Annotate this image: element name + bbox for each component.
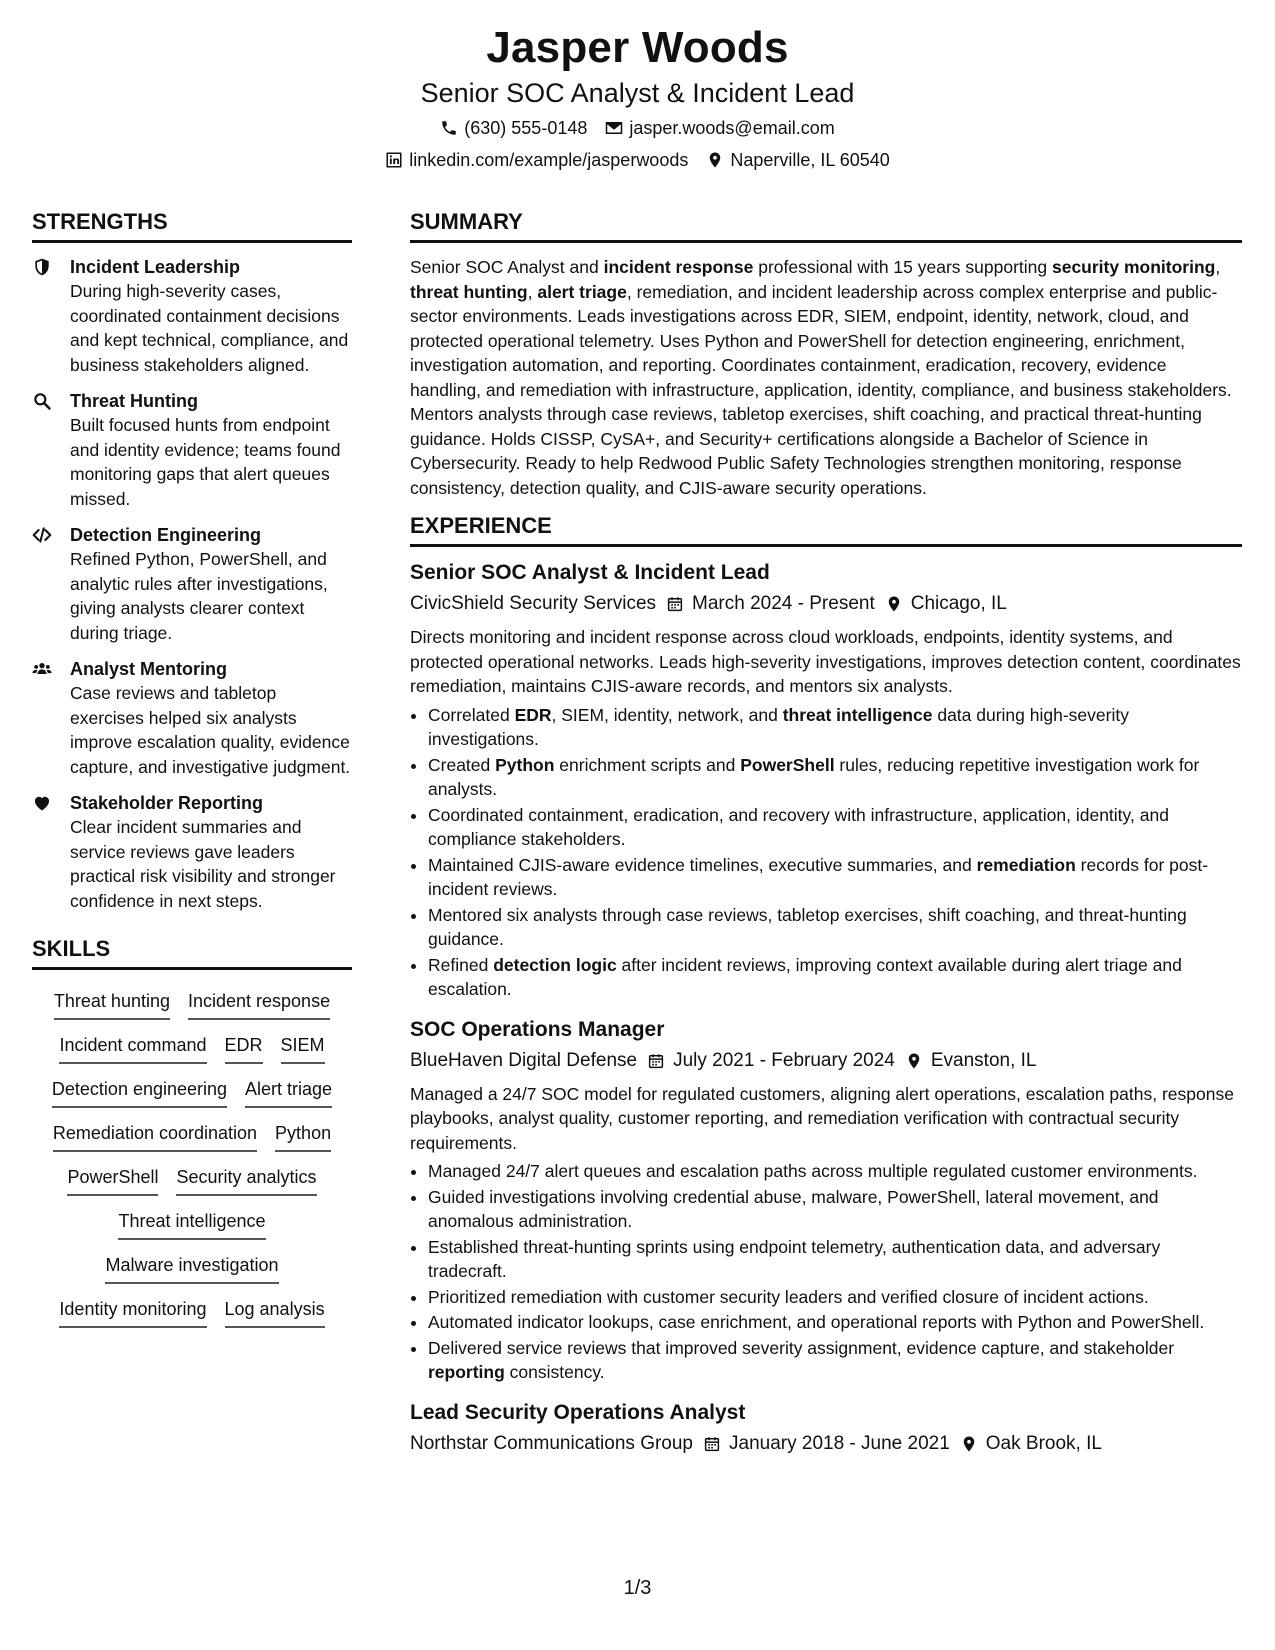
- emphasis-text: Python: [495, 754, 555, 775]
- candidate-name: Jasper Woods: [486, 23, 789, 72]
- job-company: CivicShield Security Services: [410, 593, 657, 614]
- skill-tag: Python: [275, 1118, 331, 1152]
- strength-title: Threat Hunting: [70, 391, 198, 411]
- job-bullet: • Correlated EDR, SIEM, identity, network, and threat intelligence data during high-severity investigations.: [428, 703, 1242, 752]
- contact-location: [706, 148, 889, 172]
- skill-tag: PowerShell: [67, 1162, 158, 1196]
- skill-tag: EDR: [225, 1030, 263, 1064]
- resume-header: [0, 22, 1275, 172]
- skill-tag: Security analytics: [176, 1162, 316, 1196]
- contact-row-2: [0, 148, 1275, 172]
- strength-item: [32, 389, 352, 511]
- job-title: Lead Security Operations Analyst: [410, 1400, 746, 1424]
- page-number: 1/3: [623, 1577, 652, 1599]
- job-bullet: • Managed 24/7 alert queues and escalation paths across multiple regulated customer environments.: [428, 1159, 1242, 1184]
- job-bullet: • Refined detection logic after incident reviews, improving context available during alert triage and escalation.: [428, 953, 1242, 1002]
- job-bullets: [410, 703, 1242, 1002]
- search-icon: [32, 391, 52, 411]
- skill-tag: Threat hunting: [54, 986, 170, 1020]
- calendar-icon: [703, 1435, 721, 1453]
- skill-tag: Identity monitoring: [59, 1294, 206, 1328]
- job-bullet: • Guided investigations involving credential abuse, malware, PowerShell, lateral movement, and anomalous administration.: [428, 1185, 1242, 1234]
- users-icon: [32, 659, 52, 679]
- code-icon: [32, 525, 52, 545]
- skill-tag: SIEM: [281, 1030, 325, 1064]
- linkedin-icon: [385, 151, 403, 169]
- strength-title: Analyst Mentoring: [70, 659, 228, 679]
- strength-title: Incident Leadership: [70, 257, 241, 277]
- emphasis-text: threat intelligence: [782, 704, 933, 725]
- job-meta: [410, 591, 1242, 617]
- job-dates: July 2021 - February 2024: [673, 1049, 895, 1071]
- emphasis-text: alert triage: [537, 281, 627, 302]
- strength-item: [32, 791, 352, 913]
- job-description: Managed a 24/7 SOC model for regulated customers, aligning alert operations, escalation paths, response playbooks, analyst quality, customer reporting, and remediation verification with contractual security requirements.: [410, 1083, 1234, 1153]
- summary-heading: SUMMARY: [410, 208, 1242, 243]
- linkedin-text: linkedin.com/example/jasperwoods: [409, 150, 689, 170]
- contact-row-1: [0, 116, 1275, 140]
- job-company: BlueHaven Digital Defense: [410, 1049, 638, 1071]
- job-bullet: • Established threat-hunting sprints using endpoint telemetry, authentication data, and adversary tradecraft.: [428, 1235, 1242, 1284]
- job-bullet: • Automated indicator lookups, case enrichment, and operational reports with Python and PowerShell.: [428, 1310, 1242, 1335]
- contact-phone: [440, 116, 587, 140]
- emphasis-text: security monitoring: [1051, 257, 1216, 277]
- job-entry: [410, 1016, 1242, 1385]
- strength-text: Built focused hunts from endpoint and identity evidence; teams found monitoring gaps that alert queues missed.: [70, 415, 341, 509]
- emphasis-text: remediation: [976, 854, 1076, 875]
- job-bullet: • Prioritized remediation with customer security leaders and verified closure of incident actions.: [428, 1285, 1242, 1310]
- location-text: Naperville, IL 60540: [730, 150, 890, 170]
- calendar-icon: [666, 595, 684, 613]
- job-bullet: • Created Python enrichment scripts and PowerShell rules, reducing repetitive investigation work for analysts.: [428, 753, 1242, 802]
- strength-title: Detection Engineering: [70, 525, 262, 545]
- skill-tag: Incident command: [59, 1030, 206, 1064]
- job-title: SOC Operations Manager: [410, 1017, 665, 1041]
- candidate-title: Senior SOC Analyst & Incident Lead: [420, 78, 855, 108]
- strength-title: Stakeholder Reporting: [70, 793, 264, 813]
- shield-icon: [32, 257, 52, 277]
- job-location: Evanston, IL: [930, 1049, 1037, 1071]
- emphasis-text: incident response: [603, 257, 754, 277]
- strength-text: Refined Python, PowerShell, and analytic rules after investigations, giving analysts clearer context during triage.: [70, 549, 328, 643]
- emphasis-text: EDR: [514, 704, 552, 725]
- job-location: Oak Brook, IL: [985, 1432, 1102, 1454]
- job-bullets: [410, 1159, 1242, 1385]
- contact-linkedin[interactable]: [385, 148, 688, 172]
- skill-tag: Alert triage: [245, 1074, 332, 1108]
- strength-item: [32, 657, 352, 779]
- skill-tag: Incident response: [188, 986, 330, 1020]
- right-column: [410, 208, 1242, 1471]
- strength-item: [32, 523, 352, 645]
- strength-text: During high-severity cases, coordinated containment decisions and kept technical, compliance, and business stakeholders aligned.: [70, 281, 349, 375]
- job-meta: [410, 1431, 1242, 1457]
- job-dates: March 2024 - Present: [692, 593, 875, 614]
- emphasis-text: PowerShell: [740, 754, 835, 775]
- map-pin-icon: [905, 1052, 923, 1070]
- job-company: Northstar Communications Group: [410, 1432, 693, 1454]
- emphasis-text: threat hunting: [410, 281, 528, 302]
- skill-tag: Log analysis: [225, 1294, 325, 1328]
- job-title: Senior SOC Analyst & Incident Lead: [410, 561, 770, 584]
- job-entry: [410, 559, 1242, 1002]
- strength-text: Case reviews and tabletop exercises helped six analysts improve escalation quality, evidence capture, and investigative judgment.: [70, 683, 351, 777]
- job-dates: January 2018 - June 2021: [729, 1432, 950, 1454]
- job-description: Directs monitoring and incident response across cloud workloads, endpoints, identity systems, and protected operational networks. Leads high-severity investigations, improves detection content, coordinates remediation, maintains CJIS-aware records, and mentors six analysts.: [410, 627, 1241, 696]
- job-bullet: • Maintained CJIS-aware evidence timelines, executive summaries, and remediation records for post-incident reviews.: [428, 853, 1242, 902]
- summary-text: Senior SOC Analyst and incident response professional with 15 years supporting security monitoring, threat hunting, alert triage, remediation, and incident leadership across complex enterprise and public-sector environments. Leads investigations across EDR, SIEM, endpoint, identity, network, cloud, and protected operational telemetry. Uses Python and PowerShell for detection engineering, enrichment, investigation automation, and reporting. Coordinates containment, eradication, recovery, evidence handling, and remediation with infrastructure, application, identity, compliance, and business stakeholders. Mentors analysts through case reviews, tabletop exercises, shift coaching, and practical threat-hunting guidance. Holds CISSP, CySA+, and Security+ certifications alongside a Bachelor of Science in Cybersecurity. Ready to help Redwood Public Safety Technologies strengthen monitoring, response consistency, detection quality, and CJIS-aware security operations.: [410, 257, 1232, 498]
- strengths-heading: STRENGTHS: [32, 208, 352, 243]
- skill-tag: Threat intelligence: [118, 1206, 265, 1240]
- map-pin-icon: [885, 595, 903, 613]
- strength-text: Clear incident summaries and service reviews gave leaders practical risk visibility and stronger confidence in next steps.: [70, 817, 336, 911]
- job-bullet: • Mentored six analysts through case reviews, tabletop exercises, shift coaching, and threat-hunting guidance.: [428, 903, 1242, 952]
- phone-text: (630) 555-0148: [464, 118, 588, 138]
- map-pin-icon: [960, 1435, 978, 1453]
- left-column: [32, 208, 352, 1328]
- envelope-icon: [605, 119, 623, 137]
- job-location: Chicago, IL: [910, 593, 1007, 614]
- experience-heading: EXPERIENCE: [410, 512, 1242, 547]
- phone-icon: [440, 119, 458, 137]
- calendar-icon: [647, 1052, 665, 1070]
- skill-tag: Remediation coordination: [53, 1118, 257, 1152]
- skills-list: [32, 982, 352, 1328]
- job-bullet: • Coordinated containment, eradication, and recovery with infrastructure, application, identity, and compliance stakeholders.: [428, 803, 1242, 852]
- emphasis-text: reporting: [428, 1362, 505, 1382]
- strength-item: [32, 255, 352, 377]
- skill-tag: Detection engineering: [52, 1074, 227, 1108]
- skills-heading: SKILLS: [32, 935, 352, 970]
- email-text: jasper.woods@email.com: [629, 118, 835, 138]
- emphasis-text: detection logic: [493, 954, 617, 975]
- skill-tag: Malware investigation: [105, 1250, 278, 1284]
- job-meta: [410, 1048, 1242, 1074]
- job-bullet: • Delivered service reviews that improved severity assignment, evidence capture, and stakeholder reporting consistency.: [428, 1336, 1242, 1385]
- job-entry: [410, 1399, 1242, 1457]
- heart-icon: [32, 793, 52, 813]
- contact-email[interactable]: [605, 116, 834, 140]
- map-pin-icon: [706, 151, 724, 169]
